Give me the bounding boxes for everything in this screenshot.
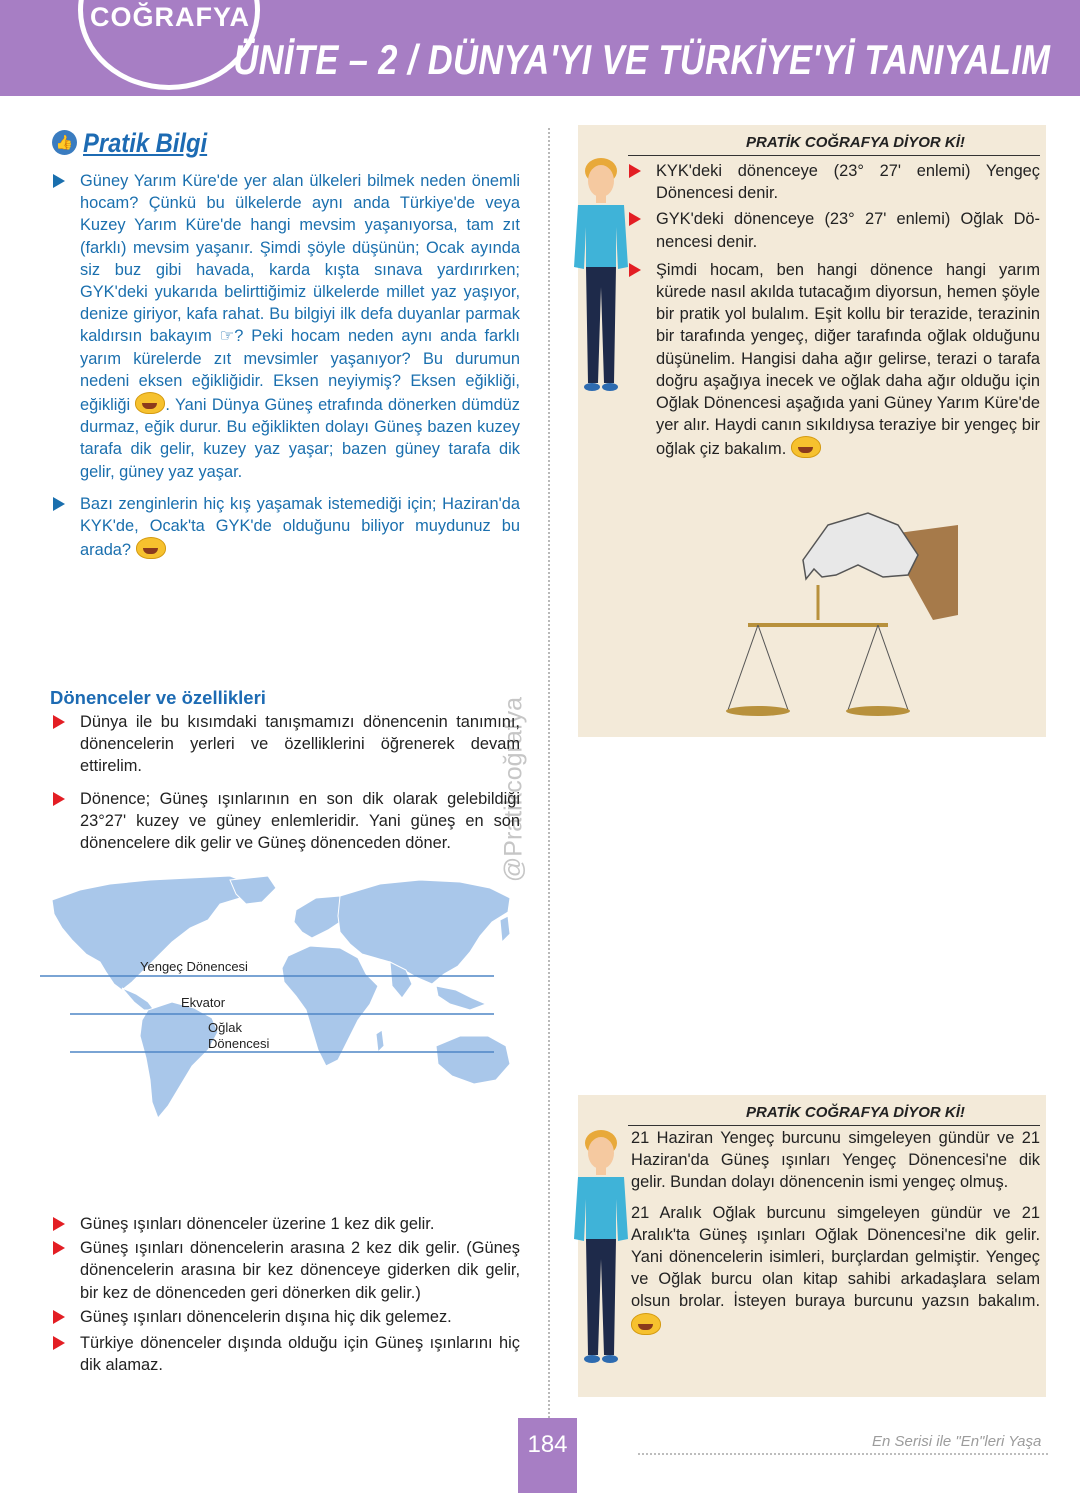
box-title: PRATİK COĞRAFYA DİYOR Kİ! [746, 134, 965, 151]
southeast-asia-islands-shape [436, 986, 486, 1010]
list-item: Güneş ışınları dönenceler üzerine 1 kez dik gelir. [52, 1213, 520, 1235]
bullet-triangle-icon [629, 212, 641, 226]
cancer-label: Yengeç Dönencesi [140, 959, 248, 974]
capricorn-label-2: Dönencesi [208, 1036, 270, 1051]
unit-title: ÜNİTE – 2 / DÜNYA'YI VE TÜRKİYE'Yİ TANIYALIM [232, 36, 1050, 83]
list-item: Türkiye dönenceler dışında olduğu için Güneş ışınlarını hiç dik alamaz. [52, 1332, 520, 1376]
bullet-triangle-icon [53, 1310, 65, 1324]
south-america-shape [140, 1002, 218, 1118]
pratik-bilgi-title: Pratik Bilgi [83, 128, 208, 158]
bullet-triangle-icon [53, 1241, 65, 1255]
series-tagline: En Serisi ile "En"leri Yaşa [872, 1433, 1042, 1450]
footer-dotted-rule [638, 1453, 1048, 1455]
paragraph: 21 Haziran Yengeç burcunu simgeleyen gündür ve 21 Haziran'da Güneş ışınları Yengeç Dönencesi'ne dik gelir. Bundan dolayı dönencenin ismi yengeç olmuş. [631, 1129, 1040, 1192]
bullet-triangle-icon [629, 263, 641, 277]
madagascar-shape [376, 1030, 384, 1052]
box2-text [631, 1127, 1040, 1345]
pratik-cografya-box-1 [578, 125, 1046, 737]
list-item: Güney Yarım Küre'de yer alan ülkeleri bilmek neden önemli hocam? Çünkü bu ülkelerde aynı anda Türkiye'de veya Kuzey Yarım Küre'de hangi mevsim yaşanıyorsa, tam zıt (farklı) mevsim yaşanır. Şimdi şöyle düşünün; Ocak ayında siz buz gibi havada, karda kışta sınava yardırırken; GYK'deki yukarıda belirttiğimiz ülkelerde millet yaz yaşıyor, denize giriyor, kafa rahat. Bu bilgiyi ilk defa duyanlar parmak kaldırsın bakayım ☞? Peki hocam neden aynı anda farklı yarım kürelerde zıt mevsimler yaşanıyor? Bu durumun nedeni eksen eğikliğidir. Eksen neyiymiş? Eksen eğikliği, eğikliği . Yani Dünya Güneş etrafında dönerken dümdüz durmaz, eğik durur. Bu eğiklikten dolayı Güneş bazen kuzey tarafa dik gelir, kuzey yaz yaşar; bazen güney tarafa dik gelir, güney yaz yaşar. [52, 170, 520, 483]
scale-with-hand-illustration [718, 505, 958, 725]
box-title: PRATİK COĞRAFYA DİYOR Kİ! [746, 1104, 965, 1121]
list-item: GYK'deki dönenceye (23° 27' enlemi) Oğlak Dönencesi denir. [628, 208, 1040, 252]
list-item: Dönence; Güneş ışınlarının en son dik olarak gelebildiği 23°27' kuzey ve güney enlemleridir. Yani güneş en son dönencelere dik gelir ve Güneş dönenceden döner. [52, 788, 520, 855]
list-item: Güneş ışınları dönencelerin dışına hiç dik gelemez. [52, 1306, 520, 1328]
laughing-emoji-icon [135, 392, 165, 414]
capricorn-label-1: Oğlak [208, 1020, 242, 1035]
laughing-emoji-icon [631, 1313, 661, 1335]
bullet-triangle-icon [629, 164, 641, 178]
column-divider [548, 128, 550, 1418]
section-title: Dönenceler ve özellikleri [50, 687, 266, 708]
equator-label: Ekvator [181, 995, 226, 1010]
thumbs-up-icon: 👍 [52, 130, 77, 155]
list-item: Dünya ile bu kısımdaki tanışmamızı dönencenin tanımını, dönencelerin yerleri ve özelliklerini öğrenerek devam ettirelim. [52, 711, 520, 778]
paragraph: 21 Aralık Oğlak burcunu simgeleyen gündür ve 21 Aralık'ta Güneş ışınları Oğlak Dönencesi'ne dik gelir. Yani dönencelerin isimleri, burçlardan gelmiştir. Yengeç ve Oğlak burcu olan kitap sahibi arkadaşlara selam olsun brolar. İsteyen buraya burcunu yazsın bakalım. [631, 1202, 1040, 1337]
world-map [40, 870, 525, 1130]
list-item: Şimdi hocam, ben hangi dönence hangi yarım kürede nasıl akılda tutacağım diyorsun, hemen şöyle bir pratik yol bulalım. Eşit kollu bir terazide, terazinin bir tarafında yengeç, diğer tarafında oğlak olduğunu düşünelim. Hangisi daha ağır gelirse, terazi o tarafa doğru aşağıya inecek ve oğlak daha ağır olduğu için Oğlak Dönencesi aşağıda yani Güney Yarım Küre'de yer alır. Haydi canın sıkıldıysa teraziye bir yengeç bir oğlak çiz bakalım. [628, 259, 1040, 461]
pratik-bilgi-list [52, 170, 520, 569]
sun-rays-list [52, 1213, 520, 1382]
list-item: Güneş ışınları dönencelerin arasına 2 kez dik gelir. (Güneş dönencelerin arasına bir kez dönenceye giderken dik gelir, bir kez de dönenceden geri dönerken dik gelir.) [52, 1237, 520, 1304]
list-item: KYK'deki dönenceye (23° 27' enlemi) Yengeç Dönencesi denir. [628, 160, 1040, 204]
pratik-cografya-box-2 [578, 1095, 1046, 1397]
box1-list [628, 160, 1040, 465]
bullet-triangle-icon [53, 174, 65, 188]
teacher-avatar [570, 157, 632, 397]
bullet-triangle-icon [53, 497, 65, 511]
laughing-emoji-icon [791, 436, 821, 458]
bullet-triangle-icon [53, 715, 65, 729]
australia-shape [436, 1036, 510, 1084]
world-map-graphic [40, 870, 525, 1130]
page-header [0, 0, 1080, 96]
donenceler-list [52, 711, 520, 860]
japan-shape [500, 916, 510, 942]
box-title-rule [628, 1125, 1040, 1126]
asia-shape [338, 880, 510, 984]
laughing-emoji-icon [136, 537, 166, 559]
logo-text: COĞRAFYA [90, 2, 251, 32]
bullet-triangle-icon [53, 792, 65, 806]
africa-shape [282, 946, 378, 1066]
teacher-avatar [570, 1129, 632, 1369]
greenland-shape [230, 876, 276, 904]
list-item: Bazı zenginlerin hiç kış yaşamak istemediği için; Haziran'da KYK'de, Ocak'ta GYK'de olduğunu biliyor muydunuz bu arada? [52, 493, 520, 562]
bullet-triangle-icon [53, 1217, 65, 1231]
central-america-shape [122, 988, 154, 1010]
bullet-triangle-icon [53, 1336, 65, 1350]
box-title-rule [628, 155, 1040, 156]
watermark: @Pratikcoğrafya [499, 696, 528, 883]
page-number: 184 [518, 1418, 577, 1493]
